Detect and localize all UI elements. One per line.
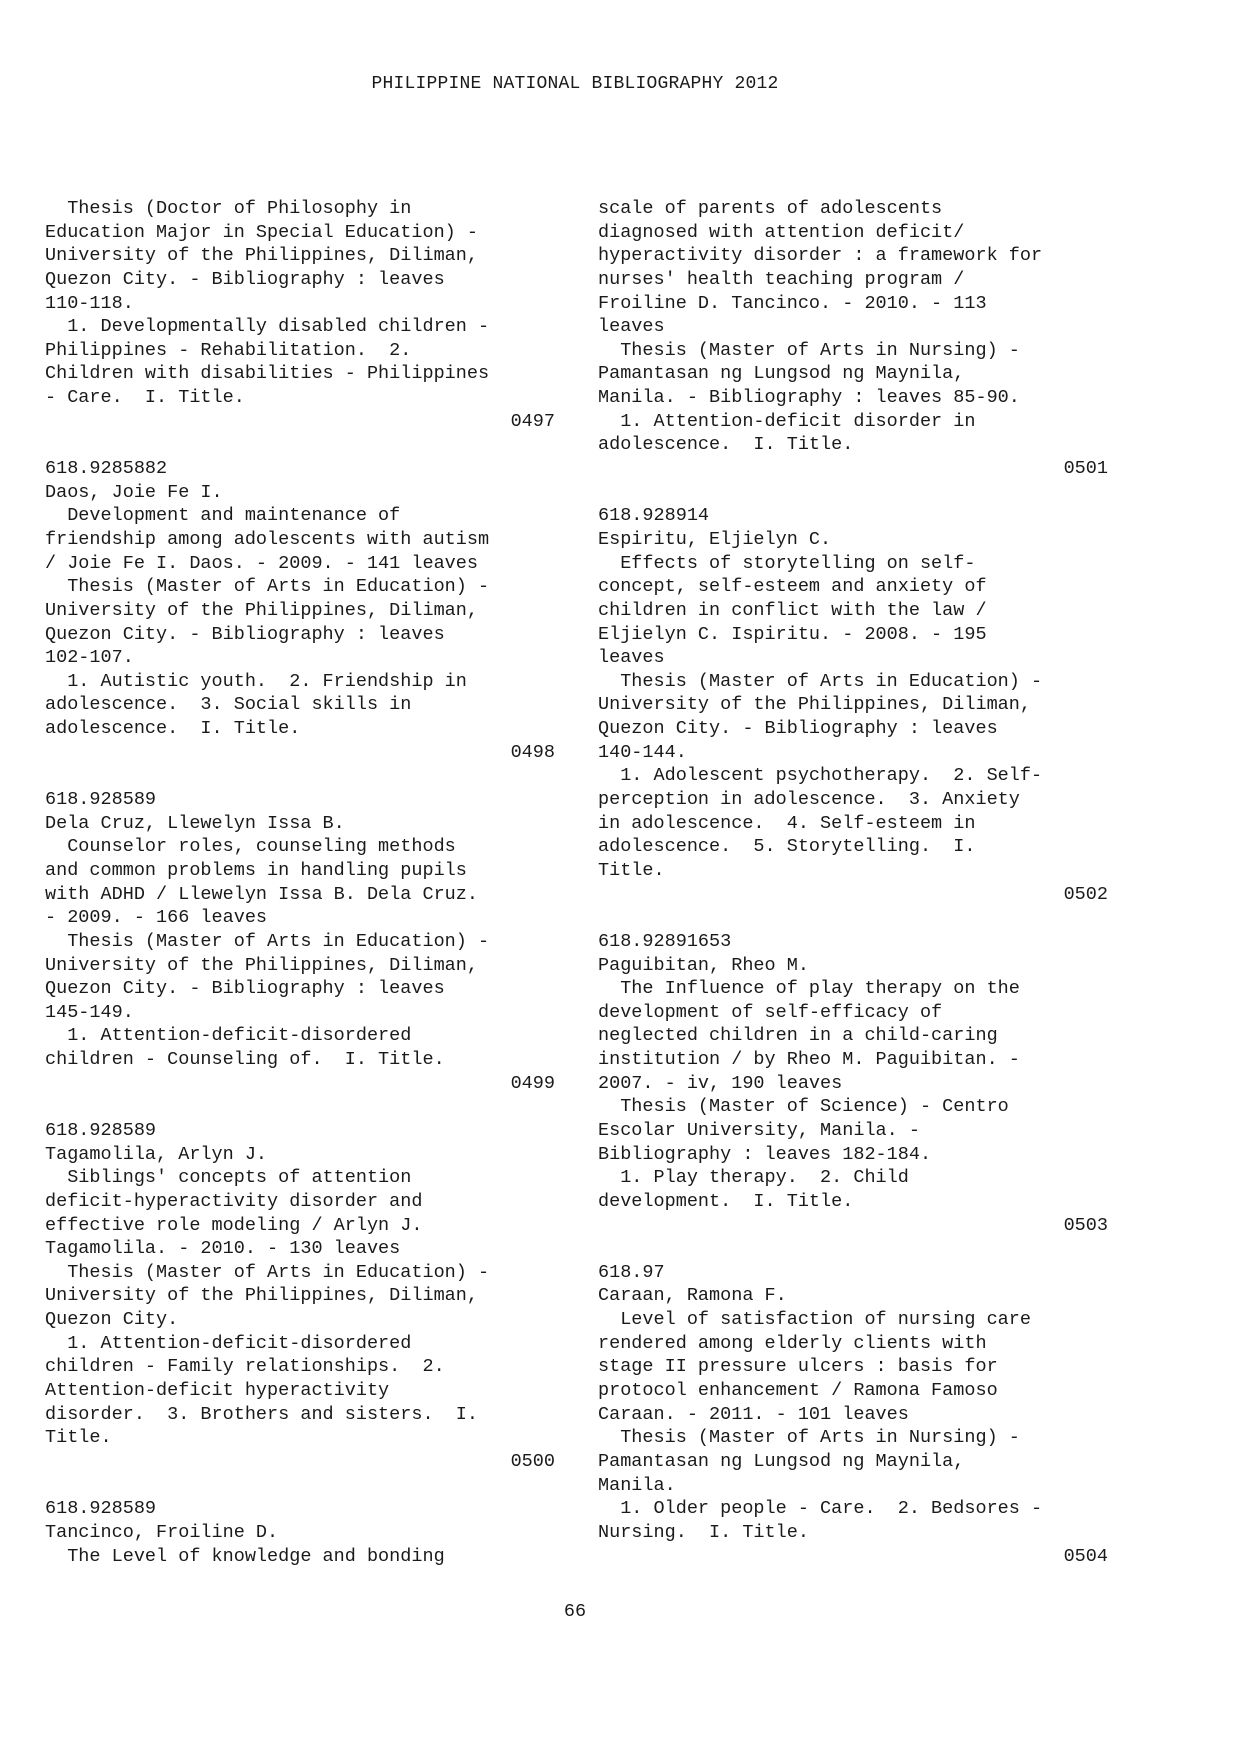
entry-line: Thesis (Master of Science) - Centro	[598, 1096, 1009, 1118]
bibliography-entry	[45, 457, 555, 764]
entry-line: Tagamolila, Arlyn J.	[45, 1143, 268, 1165]
entry-line: 618.92891653	[598, 930, 732, 952]
entry-line: The Level of knowledge and bonding	[45, 1545, 445, 1567]
entry-line: concept, self-esteem and anxiety of	[598, 576, 987, 598]
entry-line: children in conflict with the law /	[598, 599, 987, 621]
entry-line: Froiline D. Tancinco. - 2010. - 113	[598, 292, 987, 314]
entry-number: 0497	[510, 410, 555, 432]
entry-line: 1. Attention-deficit disorder in	[598, 410, 976, 432]
entry-number: 0499	[510, 1072, 555, 1094]
entry-line: and common problems in handling pupils	[45, 859, 467, 881]
entry-line: protocol enhancement / Ramona Famoso	[598, 1380, 998, 1402]
entry-line: Caraan, Ramona F.	[598, 1285, 787, 1307]
entry-line: perception in adolescence. 3. Anxiety	[598, 789, 1020, 811]
entry-line: University of the Philippines, Diliman,	[598, 694, 1031, 716]
entry-line: Attention-deficit hyperactivity	[45, 1380, 390, 1402]
entry-line: 1. Autistic youth. 2. Friendship in	[45, 670, 467, 692]
entry-spacer	[45, 433, 555, 457]
bibliography-entry	[598, 1261, 1108, 1568]
entry-line: Quezon City. - Bibliography : leaves	[45, 623, 445, 645]
entry-line: 618.928589	[45, 1119, 157, 1141]
entry-line: children - Family relationships. 2.	[45, 1356, 445, 1378]
entry-line: adolescence. I. Title.	[598, 434, 854, 456]
entry-line: Thesis (Doctor of Philosophy in	[45, 198, 412, 219]
entry-number: 0502	[1063, 883, 1108, 905]
entry-spacer	[45, 1474, 555, 1498]
entry-line: Quezon City. - Bibliography : leaves	[598, 718, 998, 740]
entry-line: 618.97	[598, 1261, 665, 1283]
entry-line: Bibliography : leaves 182-184.	[598, 1143, 932, 1165]
entry-line: Quezon City. - Bibliography : leaves	[45, 268, 445, 290]
entry-line: 1. Attention-deficit-disordered	[45, 1332, 412, 1354]
entry-line: - Care. I. Title.	[45, 387, 245, 409]
entry-number: 0501	[1063, 458, 1108, 480]
entry-line: in adolescence. 4. Self-esteem in	[598, 812, 976, 834]
entry-line: 140-144.	[598, 741, 687, 763]
entry-line: Counselor roles, counseling methods	[45, 836, 456, 858]
entry-line: Caraan. - 2011. - 101 leaves	[598, 1403, 909, 1425]
entry-line: 1. Older people - Care. 2. Bedsores -	[598, 1498, 1043, 1520]
entry-line: stage II pressure ulcers : basis for	[598, 1356, 998, 1378]
entry-line: hyperactivity disorder : a framework for	[598, 245, 1043, 267]
entry-line: The Influence of play therapy on the	[598, 978, 1020, 1000]
entry-spacer	[598, 906, 1108, 930]
entry-line: leaves	[598, 647, 665, 669]
entry-line: Thesis (Master of Arts in Education) -	[45, 930, 490, 952]
bibliography-entry	[45, 1497, 555, 1568]
entry-line: Title.	[598, 859, 665, 881]
entry-line: Children with disabilities - Philippines	[45, 363, 490, 385]
entry-line: development. I. Title.	[598, 1190, 854, 1212]
entry-number: 0498	[510, 741, 555, 763]
entry-line: Eljielyn C. Ispiritu. - 2008. - 195	[598, 623, 987, 645]
entry-line: Education Major in Special Education) -	[45, 221, 478, 243]
entry-line: Escolar University, Manila. -	[598, 1119, 920, 1141]
entry-line: 102-107.	[45, 647, 134, 669]
entry-line: 1. Adolescent psychotherapy. 2. Self-	[598, 765, 1043, 787]
entry-line: adolescence. I. Title.	[45, 718, 301, 740]
page-number: 66	[563, 1601, 587, 1622]
entry-line: / Joie Fe I. Daos. - 2009. - 141 leaves	[45, 552, 478, 574]
entry-line: adolescence. 5. Storytelling. I.	[598, 836, 976, 858]
entry-line: effective role modeling / Arlyn J.	[45, 1214, 423, 1236]
entry-line: Tagamolila. - 2010. - 130 leaves	[45, 1238, 401, 1260]
entry-line: Tancinco, Froiline D.	[45, 1521, 279, 1543]
entry-line: Espiritu, Eljielyn C.	[598, 528, 832, 550]
entry-spacer	[598, 1237, 1108, 1261]
entry-line: 1. Attention-deficit-disordered	[45, 1025, 412, 1047]
entry-line: 2007. - iv, 190 leaves	[598, 1072, 843, 1094]
entry-line: nurses' health teaching program /	[598, 268, 965, 290]
entry-line: Pamantasan ng Lungsod ng Maynila,	[598, 363, 965, 385]
entry-line: University of the Philippines, Diliman,	[45, 954, 478, 976]
entry-line: disorder. 3. Brothers and sisters. I.	[45, 1403, 478, 1425]
entry-line: Quezon City. - Bibliography : leaves	[45, 978, 445, 1000]
entry-line: rendered among elderly clients with	[598, 1332, 987, 1354]
entry-line: 1. Play therapy. 2. Child	[598, 1167, 909, 1189]
entry-line: neglected children in a child-caring	[598, 1025, 998, 1047]
entry-line: friendship among adolescents with autism	[45, 528, 490, 550]
bibliography-entry	[598, 504, 1108, 906]
entry-line: Thesis (Master of Arts in Education) -	[45, 1261, 490, 1283]
bibliography-entry	[45, 1119, 555, 1474]
entry-line: University of the Philippines, Diliman,	[45, 1285, 478, 1307]
entry-line: Dela Cruz, Llewelyn Issa B.	[45, 812, 345, 834]
bibliography-entry	[45, 788, 555, 1095]
entry-line: 145-149.	[45, 1001, 134, 1023]
entry-line: Thesis (Master of Arts in Education) -	[598, 670, 1043, 692]
entry-line: - 2009. - 166 leaves	[45, 907, 268, 929]
entry-line: Quezon City.	[45, 1309, 179, 1331]
page-header: PHILIPPINE NATIONAL BIBLIOGRAPHY 2012	[371, 74, 779, 94]
entry-line: institution / by Rheo M. Paguibitan. -	[598, 1049, 1020, 1071]
entry-line: Manila.	[598, 1474, 676, 1496]
entry-line: Level of satisfaction of nursing care	[598, 1309, 1031, 1331]
entry-line: Thesis (Master of Arts in Education) -	[45, 576, 490, 598]
entry-line: development of self-efficacy of	[598, 1001, 943, 1023]
entry-line: Title.	[45, 1427, 112, 1449]
entry-number: 0500	[510, 1450, 555, 1472]
entry-line: adolescence. 3. Social skills in	[45, 694, 412, 716]
entry-line: with ADHD / Llewelyn Issa B. Dela Cruz.	[45, 883, 478, 905]
entry-line: 110-118.	[45, 292, 134, 314]
entry-line: scale of parents of adolescents	[598, 198, 943, 219]
entry-line: 618.928589	[45, 1498, 157, 1520]
entry-line: 1. Developmentally disabled children -	[45, 316, 490, 338]
bibliography-entry	[598, 930, 1108, 1237]
entry-line: University of the Philippines, Diliman,	[45, 245, 478, 267]
entry-number: 0504	[1063, 1545, 1108, 1567]
bibliography-entry	[598, 197, 1108, 481]
entry-line: Development and maintenance of	[45, 505, 401, 527]
entry-number: 0503	[1063, 1214, 1108, 1236]
entry-line: Paguibitan, Rheo M.	[598, 954, 809, 976]
entry-line: Pamantasan ng Lungsod ng Maynila,	[598, 1450, 965, 1472]
bibliography-entry	[45, 197, 555, 433]
entry-line: Siblings' concepts of attention	[45, 1167, 412, 1189]
entry-line: Philippines - Rehabilitation. 2.	[45, 339, 412, 361]
entry-line: University of the Philippines, Diliman,	[45, 599, 478, 621]
entry-spacer	[45, 1095, 555, 1119]
entry-line: Daos, Joie Fe I.	[45, 481, 223, 503]
entry-line: children - Counseling of. I. Title.	[45, 1049, 445, 1071]
entry-line: Thesis (Master of Arts in Nursing) -	[598, 1427, 1020, 1449]
entry-line: 618.9285882	[45, 458, 168, 480]
right-column	[598, 197, 1108, 1568]
entry-line: leaves	[598, 316, 665, 338]
entry-spacer	[45, 764, 555, 788]
entry-line: 618.928589	[45, 789, 157, 811]
entry-line: Effects of storytelling on self-	[598, 552, 976, 574]
entry-line: diagnosed with attention deficit/	[598, 221, 965, 243]
left-column	[45, 197, 555, 1568]
entry-line: Thesis (Master of Arts in Nursing) -	[598, 339, 1020, 361]
entry-line: Nursing. I. Title.	[598, 1521, 809, 1543]
entry-line: 618.928914	[598, 505, 710, 527]
entry-line: deficit-hyperactivity disorder and	[45, 1190, 423, 1212]
entry-line: Manila. - Bibliography : leaves 85-90.	[598, 387, 1020, 409]
entry-spacer	[598, 481, 1108, 505]
